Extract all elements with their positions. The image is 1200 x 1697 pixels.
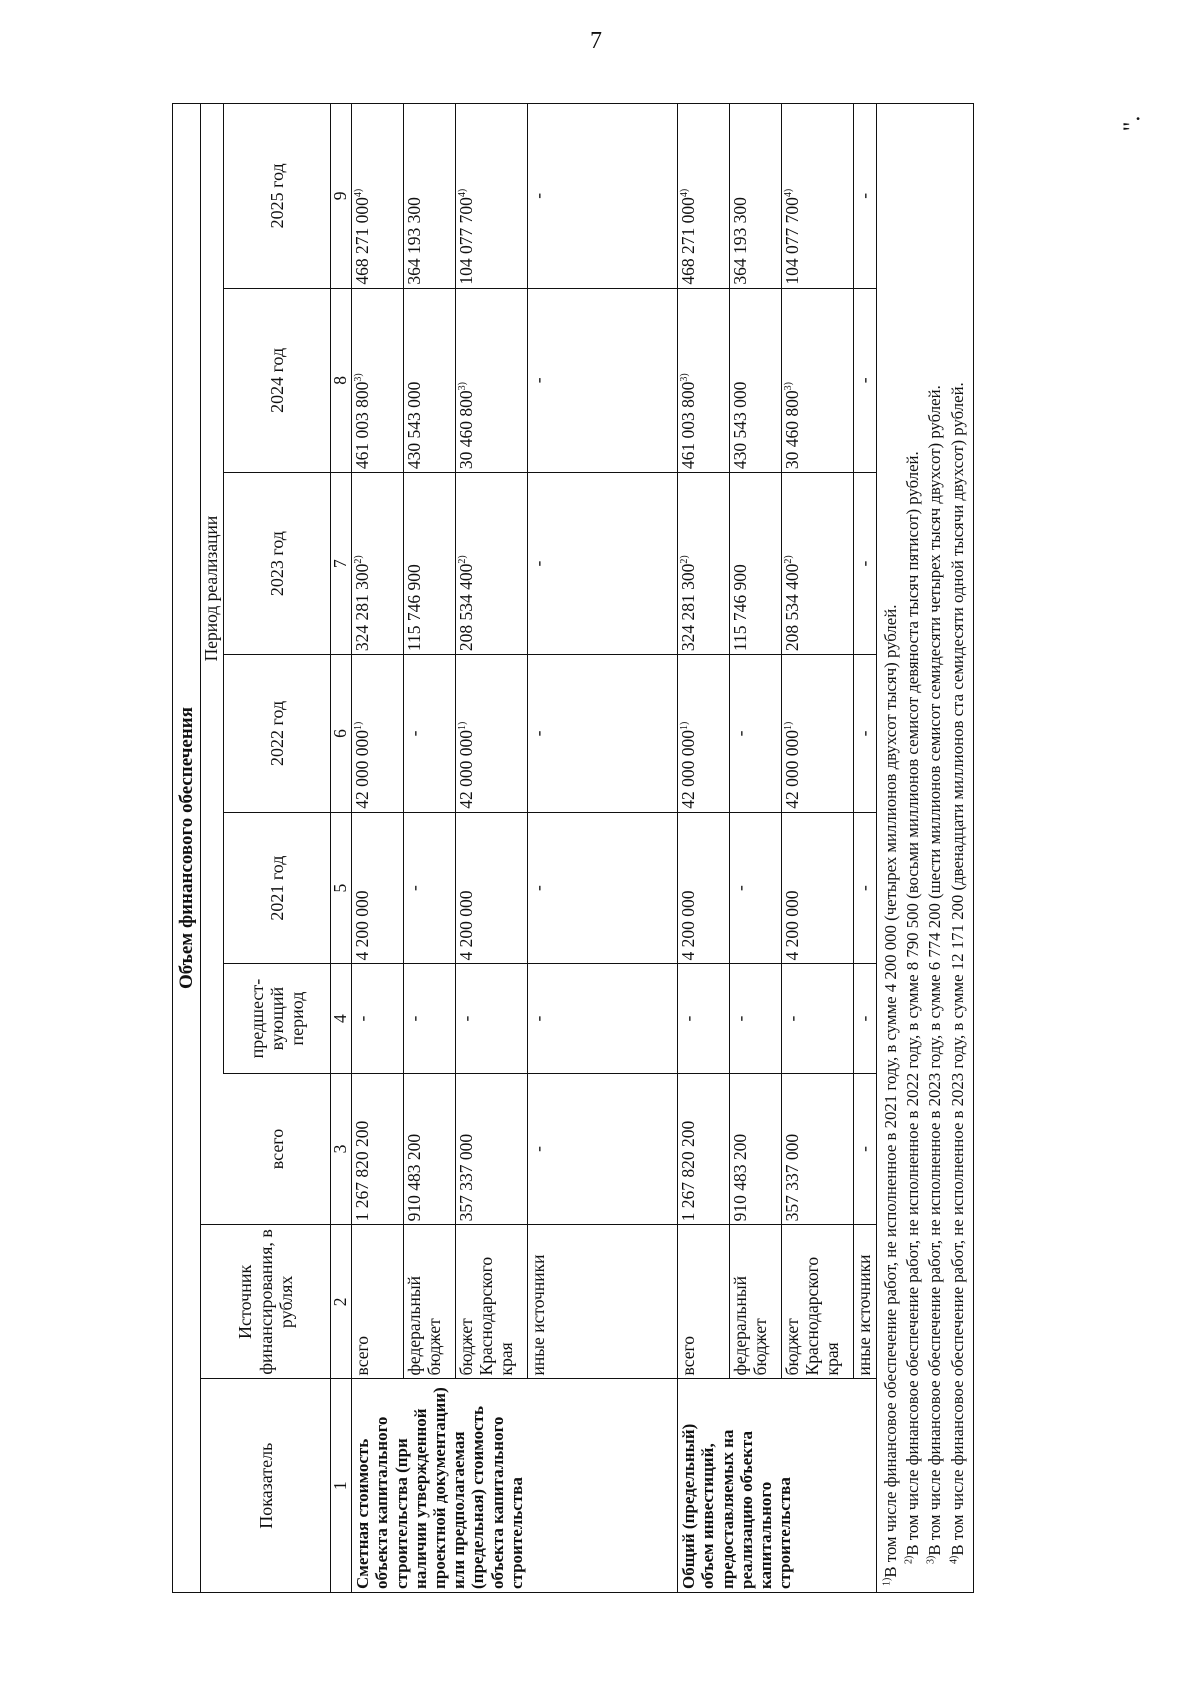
value-text: -	[528, 192, 549, 199]
column-number: 3	[331, 1073, 352, 1225]
value-text: 430 543 000	[404, 381, 425, 470]
column-number: 8	[331, 288, 352, 472]
value-text: 468 271 000	[352, 197, 373, 285]
footnote-ref: 4)	[457, 188, 469, 198]
source-cell: бюджет Краснодарского края	[782, 1225, 854, 1379]
value-text: 42 000 000	[352, 730, 373, 809]
value-cell	[456, 288, 528, 472]
period-row	[201, 104, 224, 1593]
value-cell	[782, 104, 854, 289]
value-text: -	[854, 730, 875, 737]
footnote-2	[902, 110, 924, 1586]
footnote-ref: 2)	[783, 555, 795, 564]
footnote-text: В том числе финансовое обеспечение работ, не исполненное в 2022 году, в сумме 8 790 500 (восьми миллионов семисот девяноста тысяч пятисот) рублей.	[903, 451, 923, 1556]
value-cell	[456, 655, 528, 813]
indicator-estimated-cost: Сметная стоимость объекта капитального строительства (при наличии утвержденной проектной документации) или предполагаемая (предельная) стоимость объекта капитального строительства	[352, 1379, 678, 1593]
header-2022: 2022 год	[224, 655, 331, 813]
value-cell	[352, 964, 404, 1073]
table-row	[456, 104, 528, 1593]
value-cell	[456, 1073, 528, 1225]
value-cell	[782, 655, 854, 813]
footnote-text: В том числе финансовое обеспечение работ, не исполненное в 2023 году, в сумме 6 774 200 (шести миллионов семисот семидесяти четырех тысяч двухсот) рублей.	[925, 385, 945, 1556]
value-cell	[528, 288, 678, 472]
table-row	[730, 104, 782, 1593]
value-text: 104 077 700	[782, 197, 803, 285]
value-cell	[730, 288, 782, 472]
footnote-mark: 3)	[925, 1555, 937, 1564]
value-cell	[854, 473, 877, 655]
indicator-total-investment: Общий (предельный) объем инвестиций, предоставляемых на реализацию объекта капитального строительства	[678, 1379, 877, 1593]
footnote-ref: 1)	[457, 721, 469, 731]
footnote-ref: 4)	[679, 188, 691, 198]
footnote-4	[947, 110, 969, 1586]
title-row	[173, 104, 201, 1593]
footnote-text: В том числе финансовое обеспечение работ, не исполненное в 2023 году, в сумме 12 171 200 (двенадцати миллионов ста семидесяти одной тысячи двухсот) рублей.	[947, 382, 967, 1556]
value-cell	[678, 1073, 730, 1225]
source-cell: иные источники	[854, 1225, 877, 1379]
rotated-table-block	[172, 103, 1090, 1593]
value-text: -	[854, 1015, 875, 1022]
value-cell	[730, 812, 782, 964]
value-cell	[730, 655, 782, 813]
value-cell	[854, 655, 877, 813]
page-number: 7	[590, 28, 602, 54]
footnote-ref: 2)	[457, 555, 469, 564]
value-text: -	[456, 1015, 477, 1022]
value-cell	[404, 655, 456, 813]
value-cell	[404, 812, 456, 964]
value-cell	[782, 288, 854, 472]
value-cell	[678, 104, 730, 289]
table-title: Объем финансового обеспечения	[173, 104, 201, 1593]
value-cell	[352, 104, 404, 289]
footnote-text: В том числе финансовое обеспечение работ, не исполненное в 2021 году, в сумме 4 200 000 (четырех миллионов двухсот тысяч) рублей.	[881, 604, 900, 1578]
table-row	[352, 104, 404, 1593]
column-number-row	[331, 104, 352, 1593]
value-cell	[730, 964, 782, 1073]
header-source: Источник финансирования, в рублях	[201, 1225, 331, 1379]
value-cell	[352, 288, 404, 472]
value-cell	[528, 104, 678, 289]
value-text: -	[528, 885, 549, 892]
value-text: 357 337 000	[782, 1133, 803, 1222]
value-text: 208 534 400	[456, 563, 477, 652]
value-text: 42 000 000	[678, 730, 699, 809]
value-cell	[854, 104, 877, 289]
value-cell	[456, 104, 528, 289]
value-cell	[678, 655, 730, 813]
header-2025: 2025 год	[224, 104, 331, 289]
column-number: 5	[331, 812, 352, 964]
value-text: 364 193 300	[730, 197, 751, 285]
value-text: 4 200 000	[678, 890, 699, 961]
footnote-mark: 2)	[903, 1555, 915, 1564]
value-text: -	[678, 1015, 699, 1022]
footnote-ref: 1)	[679, 721, 691, 731]
value-cell	[352, 473, 404, 655]
value-text: -	[730, 1015, 751, 1022]
value-cell	[854, 1073, 877, 1225]
footnotes	[877, 104, 974, 1593]
value-text: 42 000 000	[782, 730, 803, 809]
value-text: 4 200 000	[352, 890, 373, 961]
column-number: 1	[331, 1379, 352, 1593]
value-text: -	[528, 1146, 549, 1152]
column-number: 4	[331, 964, 352, 1073]
source-cell: всего	[678, 1225, 730, 1379]
source-cell: федеральный бюджет	[730, 1225, 782, 1379]
value-cell	[678, 964, 730, 1073]
value-text: 30 460 800	[456, 390, 477, 470]
value-text: -	[528, 377, 549, 384]
header-period: Период реализации	[201, 104, 224, 1074]
table-row	[782, 104, 854, 1593]
value-cell	[730, 1073, 782, 1225]
value-cell	[528, 1073, 678, 1225]
footnote-mark: 1)	[881, 1577, 893, 1586]
header-2021: 2021 год	[224, 812, 331, 964]
value-cell	[678, 288, 730, 472]
value-text: -	[528, 560, 549, 567]
value-cell	[528, 655, 678, 813]
table-body	[352, 104, 877, 1593]
table-row	[678, 104, 730, 1593]
footnote-ref: 1)	[353, 721, 365, 731]
value-text: 364 193 300	[404, 197, 425, 285]
value-text: -	[782, 1015, 803, 1022]
footnote-ref: 4)	[783, 188, 795, 198]
value-cell	[782, 964, 854, 1073]
value-text: 910 483 200	[404, 1133, 425, 1222]
value-text: -	[404, 730, 425, 737]
header-previous-period: предшест-вующий период	[224, 964, 331, 1073]
column-number: 2	[331, 1225, 352, 1379]
value-text: 30 460 800	[782, 390, 803, 470]
value-text: 42 000 000	[456, 730, 477, 809]
value-text: 430 543 000	[730, 381, 751, 470]
value-text: 4 200 000	[782, 890, 803, 961]
value-cell	[404, 473, 456, 655]
value-text: 4 200 000	[456, 890, 477, 961]
column-number: 6	[331, 655, 352, 813]
value-text: 324 281 300	[678, 563, 699, 652]
value-text: -	[854, 192, 875, 199]
closing-quote-mark: ".	[1119, 115, 1146, 132]
value-cell	[528, 964, 678, 1073]
value-text: 357 337 000	[456, 1133, 477, 1222]
value-cell	[352, 655, 404, 813]
value-cell	[352, 1073, 404, 1225]
footnote-ref: 2)	[679, 555, 691, 564]
value-text: 1 267 820 200	[352, 1120, 373, 1222]
footnote-ref: 3)	[783, 381, 795, 391]
value-cell	[854, 964, 877, 1073]
value-cell	[404, 288, 456, 472]
value-cell	[528, 812, 678, 964]
table-row	[528, 104, 678, 1593]
value-cell	[404, 964, 456, 1073]
source-cell: федеральный бюджет	[404, 1225, 456, 1379]
value-text: -	[854, 885, 875, 892]
footnote-mark: 4)	[947, 1555, 959, 1564]
footnote-ref: 3)	[457, 381, 469, 391]
value-text: -	[528, 1015, 549, 1022]
value-text: 104 077 700	[456, 197, 477, 285]
value-cell	[730, 473, 782, 655]
value-text: -	[404, 1015, 425, 1022]
value-text: 115 746 900	[404, 564, 425, 652]
value-cell	[730, 104, 782, 289]
value-cell	[678, 473, 730, 655]
source-cell: иные источники	[528, 1225, 678, 1379]
footnote-3	[924, 110, 946, 1586]
value-cell	[782, 812, 854, 964]
value-text: -	[854, 1146, 875, 1152]
value-text: 324 281 300	[352, 563, 373, 652]
value-text: -	[730, 730, 751, 737]
value-text: 461 003 800	[352, 381, 373, 470]
value-text: 1 267 820 200	[678, 1120, 699, 1222]
footnote-1	[880, 110, 902, 1586]
value-cell	[404, 1073, 456, 1225]
value-cell	[782, 1073, 854, 1225]
value-cell	[678, 812, 730, 964]
column-number: 9	[331, 104, 352, 289]
value-text: -	[528, 730, 549, 737]
footnote-ref: 3)	[353, 373, 365, 382]
header-2024: 2024 год	[224, 288, 331, 472]
source-cell: бюджет Краснодарского края	[456, 1225, 528, 1379]
value-text: 208 534 400	[782, 563, 803, 652]
table-row	[854, 104, 877, 1593]
value-cell	[352, 812, 404, 964]
column-number: 7	[331, 473, 352, 655]
value-cell	[456, 812, 528, 964]
value-cell	[782, 473, 854, 655]
value-text: -	[854, 560, 875, 567]
footnote-ref: 3)	[679, 373, 691, 382]
source-cell: всего	[352, 1225, 404, 1379]
header-indicator: Показатель	[201, 1379, 331, 1593]
value-text: 115 746 900	[730, 564, 751, 652]
header-2023: 2023 год	[224, 473, 331, 655]
value-text: -	[404, 885, 425, 892]
value-cell	[456, 473, 528, 655]
value-cell	[528, 473, 678, 655]
footnotes-row	[877, 104, 974, 1593]
value-text: 461 003 800	[678, 381, 699, 470]
header-total: всего	[224, 1073, 331, 1225]
value-text: 910 483 200	[730, 1133, 751, 1222]
value-cell	[854, 288, 877, 472]
value-text: 468 271 000	[678, 197, 699, 285]
footnote-ref: 4)	[353, 188, 365, 198]
value-text: -	[352, 1015, 373, 1022]
value-cell	[404, 104, 456, 289]
footnote-ref: 2)	[353, 555, 365, 564]
table-row	[404, 104, 456, 1593]
footnote-ref: 1)	[783, 721, 795, 731]
value-cell	[854, 812, 877, 964]
value-cell	[456, 964, 528, 1073]
value-text: -	[854, 377, 875, 384]
value-text: -	[730, 885, 751, 892]
financing-table	[172, 103, 974, 1593]
